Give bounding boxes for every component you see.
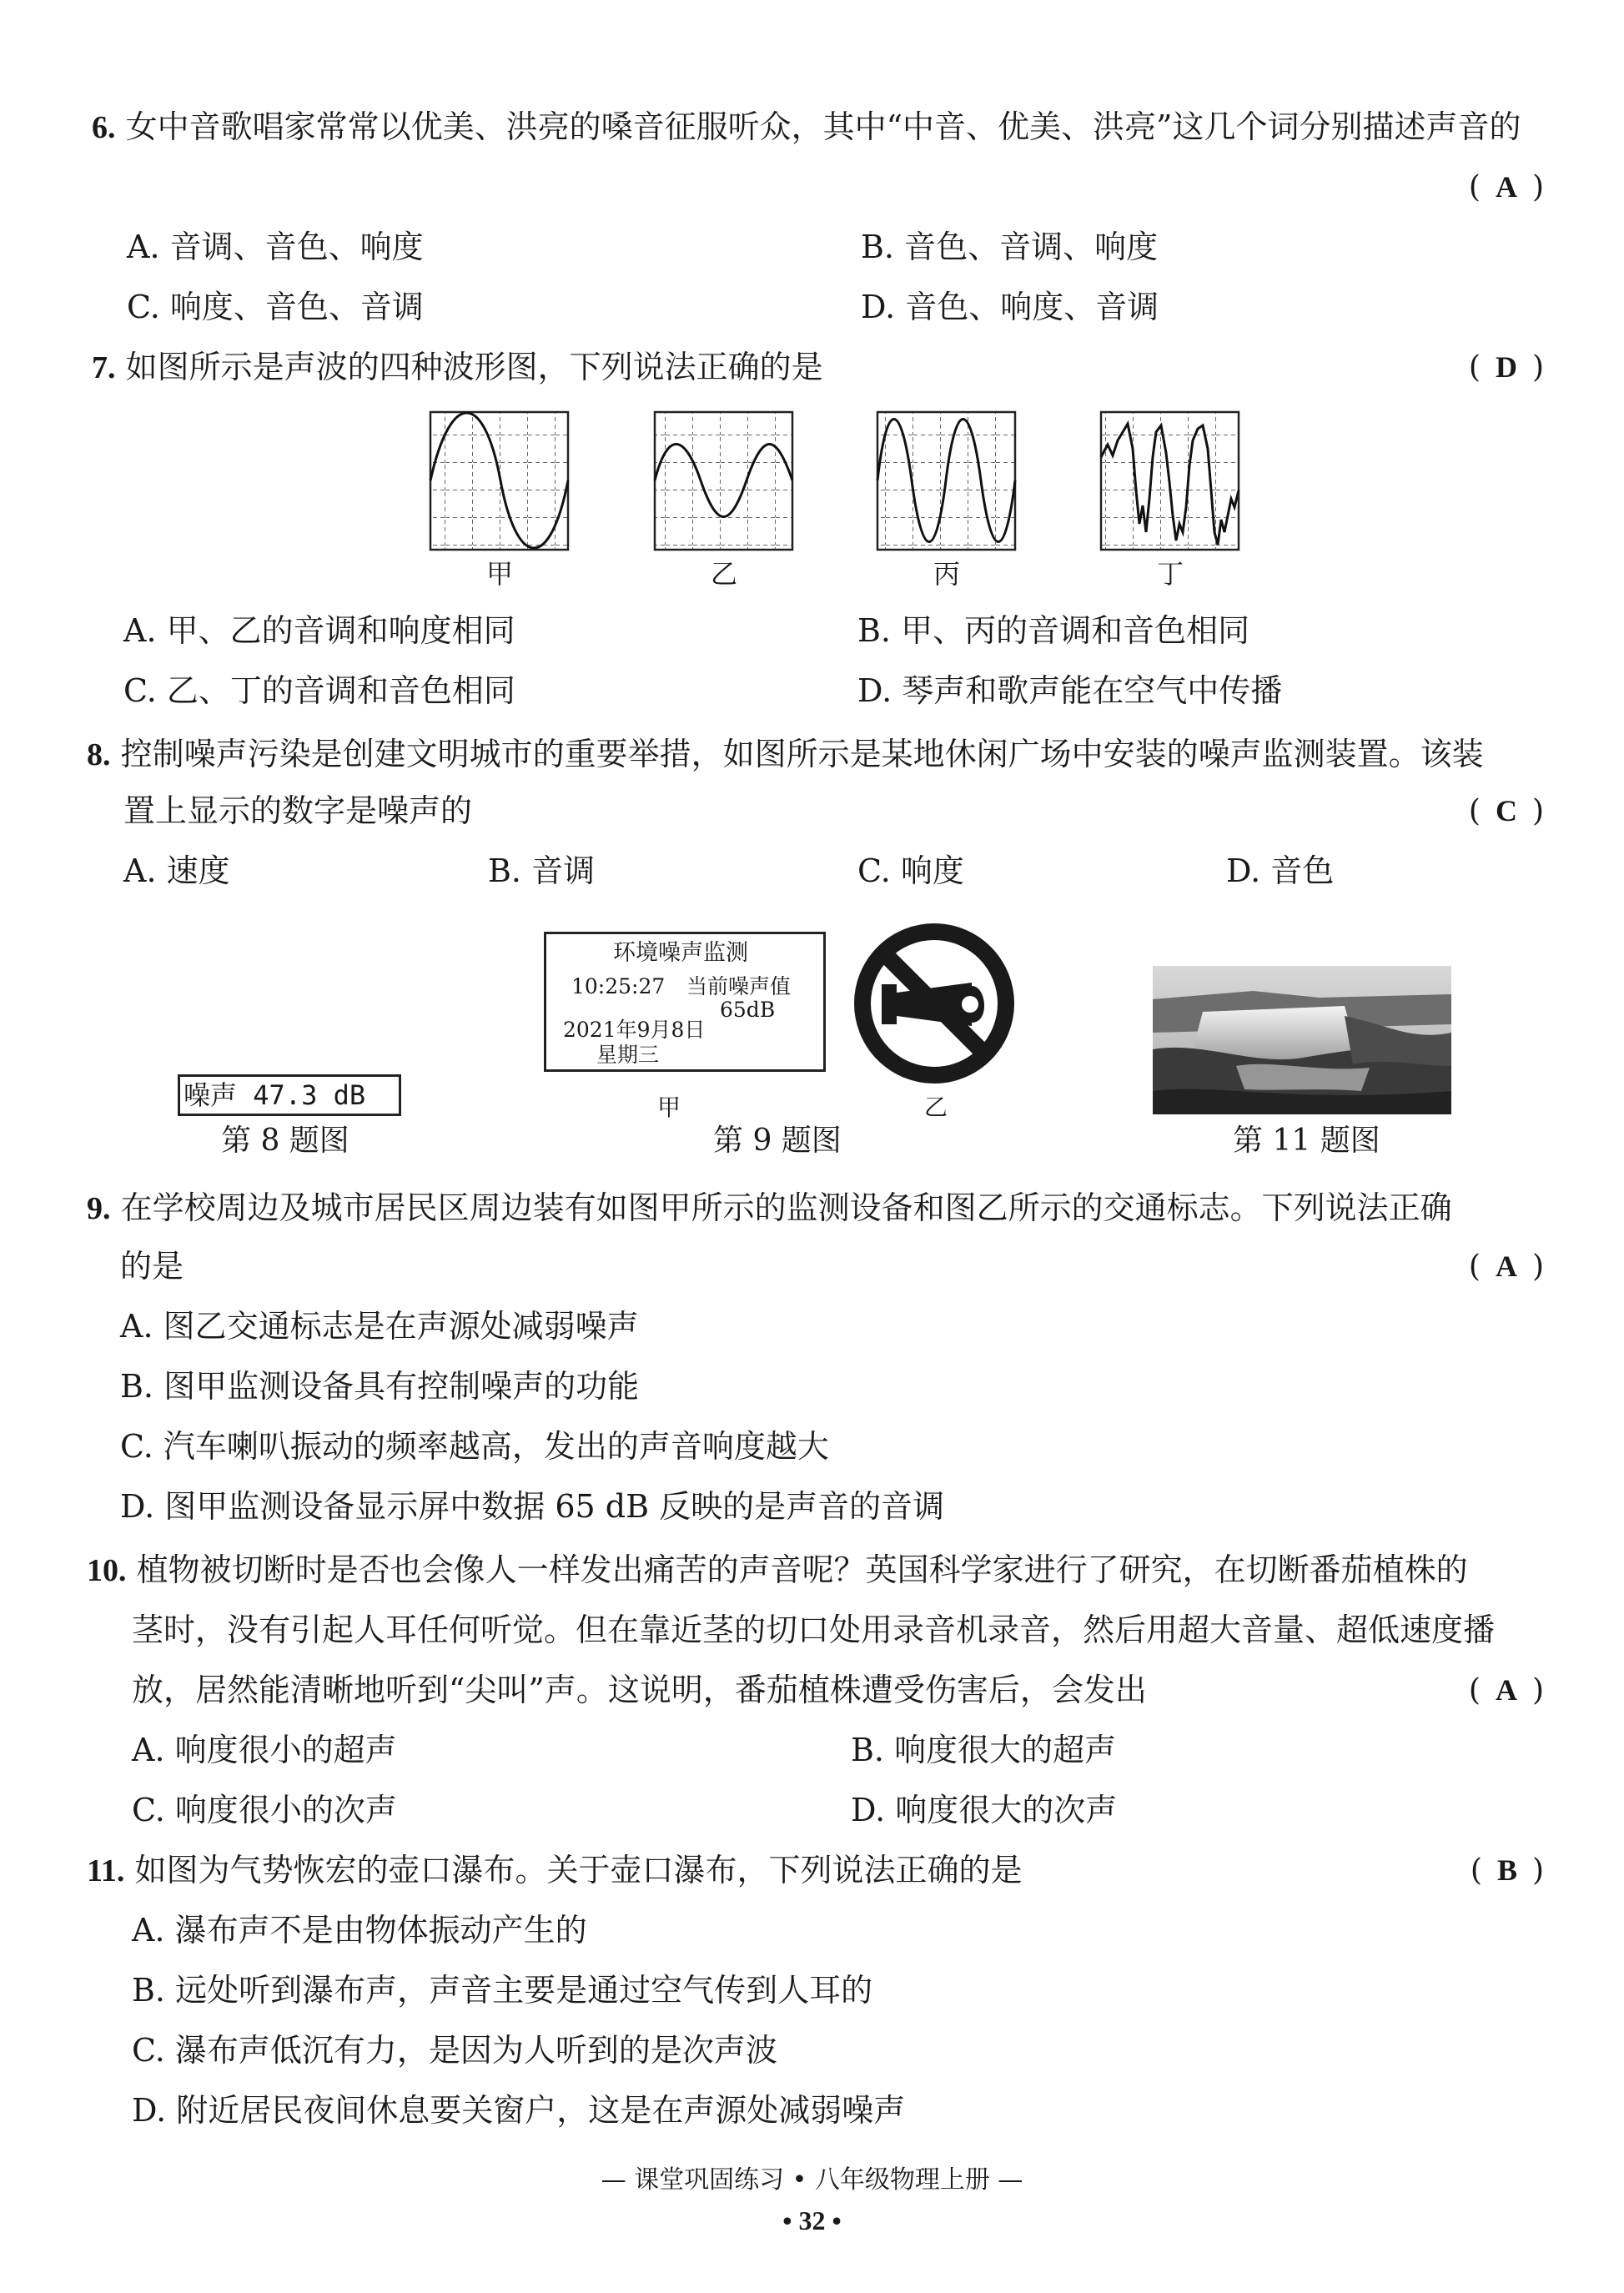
wave-bing [877, 412, 1015, 550]
q9-stem-line2: 的是 [120, 1248, 184, 1285]
q11-stem: 如图为气势恢宏的壶口瀑布。关于壶口瀑布，下列说法正确的是 [134, 1852, 1023, 1888]
q9-stem-line1 [87, 1188, 1452, 1229]
q9-stem-1: 在学校周边及城市居民区周边装有如图甲所示的监测设备和图乙所示的交通标志。下列说法正确 [120, 1189, 1452, 1226]
q11-answer: ( B ) [1470, 1853, 1544, 1888]
wave-label-ding: 丁 [1157, 558, 1184, 590]
fig9-caption: 第 9 题图 [713, 1124, 842, 1158]
q7-stem: 如图所示是声波的四种波形图，下列说法正确的是 [125, 349, 823, 385]
q6-option-c: C. 响度、音色、音调 [127, 289, 424, 325]
waveform-figure [417, 407, 1251, 607]
wave-yi [655, 412, 792, 550]
q6-number: 6. [92, 110, 116, 145]
q6-option-a: A. 音调、音色、响度 [127, 229, 424, 265]
monitor-title: 环境噪声监测 [613, 940, 748, 966]
q7-stem-line [92, 347, 823, 388]
q8-option-b: B. 音调 [488, 852, 596, 889]
q9-option-c: C. 汽车喇叭振动的频率越高，发出的声音响度越大 [120, 1428, 829, 1465]
monitor-value: 65dB [720, 998, 776, 1022]
fig9-noise-monitor [544, 932, 826, 1072]
q8-option-c: C. 响度 [857, 852, 964, 889]
q10-stem-line2: 茎时，没有引起人耳任何听觉。但在靠近茎的切口处用录音机录音，然后用超大音量、超低速度播 [132, 1612, 1496, 1648]
wave-ding [1101, 412, 1239, 550]
wave-label-bing: 丙 [933, 558, 961, 590]
q6-stem-line [92, 107, 1521, 148]
q11-option-d: D. 附近居民夜间休息要关窗户，这是在声源处减弱噪声 [132, 2092, 906, 2129]
waterfall-photo [1153, 966, 1451, 1114]
q11-stem-line [87, 1850, 1023, 1891]
footer-book-title: — 课堂巩固练习 • 八年级物理上册 — [601, 2165, 1023, 2195]
q8-stem-line1 [87, 734, 1484, 775]
q6-answer: ( A ) [1468, 170, 1544, 204]
q7-option-c: C. 乙、丁的音调和音色相同 [123, 672, 515, 709]
q10-answer: ( A ) [1468, 1673, 1544, 1707]
fig11-caption: 第 11 题图 [1233, 1124, 1380, 1158]
q10-stem-line1 [87, 1550, 1468, 1591]
fig8-noise-display: 噪声 47.3 dB [178, 1074, 401, 1116]
monitor-weekday: 星期三 [596, 1043, 660, 1067]
monitor-date: 2021年9月8日 [563, 1018, 706, 1042]
q7-option-b: B. 甲、丙的音调和音色相同 [857, 612, 1250, 649]
q8-number: 8. [87, 737, 111, 772]
no-honking-sign-icon [847, 916, 1022, 1091]
q9-option-b: B. 图甲监测设备具有控制噪声的功能 [120, 1368, 640, 1405]
q11-option-c: C. 瀑布声低沉有力，是因为人听到的是次声波 [132, 2032, 777, 2069]
q7-option-d: D. 琴声和歌声能在空气中传播 [857, 672, 1283, 709]
q11-option-a: A. 瀑布声不是由物体振动产生的 [132, 1912, 587, 1949]
footer-page-number: • 32 • [782, 2205, 842, 2235]
q7-number: 7. [92, 350, 116, 385]
q9-number: 9. [87, 1191, 111, 1226]
q7-option-a: A. 甲、乙的音调和响度相同 [123, 612, 515, 649]
fig8-caption: 第 8 题图 [221, 1124, 349, 1158]
q11-option-b: B. 远处听到瀑布声，声音主要是通过空气传到人耳的 [132, 1972, 873, 2009]
q10-option-c: C. 响度很小的次声 [132, 1792, 397, 1828]
wave-label-jia: 甲 [486, 558, 514, 590]
q10-number: 10. [87, 1553, 127, 1588]
q8-option-d: D. 音色 [1226, 852, 1335, 889]
q6-option-b: B. 音色、音调、响度 [861, 229, 1159, 265]
q10-option-a: A. 响度很小的超声 [132, 1732, 397, 1768]
q9-answer: ( A ) [1468, 1250, 1544, 1284]
q7-answer: ( D ) [1468, 350, 1544, 385]
fig9-label-jia: 甲 [657, 1094, 681, 1121]
monitor-time: 10:25:27 [571, 974, 666, 998]
monitor-label: 当前噪声值 [686, 974, 792, 998]
q10-option-d: D. 响度很大的次声 [851, 1792, 1118, 1828]
q10-option-b: B. 响度很大的超声 [851, 1732, 1117, 1768]
q8-stem-1: 控制噪声污染是创建文明城市的重要举措，如图所示是某地休闲广场中安装的噪声监测装置。该装 [120, 736, 1484, 772]
q8-stem-line2: 置上显示的数字是噪声的 [123, 792, 473, 829]
q6-option-d: D. 音色、响度、音调 [861, 289, 1159, 325]
wave-label-yi: 乙 [711, 558, 738, 590]
q9-option-a: A. 图乙交通标志是在声源处减弱噪声 [120, 1308, 639, 1345]
fig9-label-yi: 乙 [924, 1094, 948, 1121]
wave-jia [430, 412, 568, 550]
q6-stem: 女中音歌唱家常常以优美、洪亮的嗓音征服听众，其中“中音、优美、洪亮”这几个词分别描述声音的 [125, 108, 1521, 145]
q10-stem-1: 植物被切断时是否也会像人一样发出痛苦的声音呢？英国科学家进行了研究，在切断番茄植株的 [136, 1551, 1468, 1588]
q10-stem-line3: 放，居然能清晰地听到“尖叫”声。这说明，番茄植株遭受伤害后，会发出 [132, 1672, 1147, 1708]
q11-number: 11. [87, 1853, 125, 1888]
q9-option-d: D. 图甲监测设备显示屏中数据 65 dB 反映的是声音的音调 [120, 1488, 945, 1525]
q8-option-a: A. 速度 [123, 852, 230, 889]
q8-answer: ( C ) [1468, 794, 1544, 828]
